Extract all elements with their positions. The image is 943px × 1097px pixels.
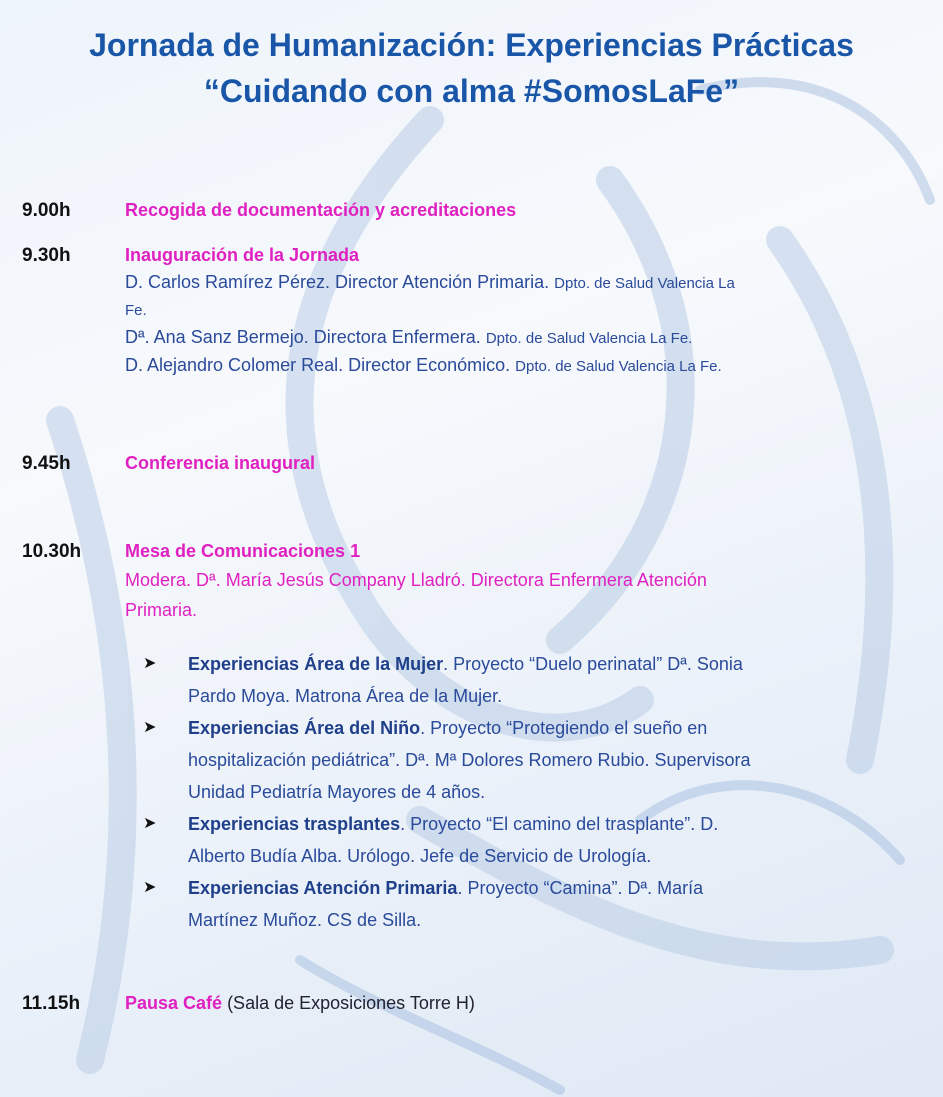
item-text: hospitalización pediátrica”. Dª. Mª Dolores Romero Rubio. Supervisora	[188, 750, 751, 770]
item-title: Experiencias Área del Niño	[188, 718, 421, 738]
session-heading: Pausa Café	[125, 993, 223, 1013]
time-1115: 11.15h	[22, 993, 81, 1014]
session-panel	[125, 538, 943, 625]
item-title: Experiencias Área de la Mujer	[188, 654, 444, 674]
speaker-line	[125, 352, 943, 380]
time-945: 9.45h	[22, 453, 71, 474]
arrow-bullet-icon: ➤	[143, 879, 157, 896]
list-item	[143, 712, 943, 808]
moderator-line-1: Modera. Dª. María Jesús Company Lladró. Directora Enfermera Atención	[125, 570, 707, 590]
speaker-wrap: Fe.	[125, 302, 147, 319]
list-item	[143, 872, 943, 936]
session-heading: Recogida de documentación y acreditaciones	[125, 200, 517, 220]
title-line-1: Jornada de Humanización: Experiencias Prácticas	[89, 27, 854, 63]
arrow-bullet-icon: ➤	[143, 655, 157, 672]
moderator-line-2: Primaria.	[125, 600, 198, 620]
list-item	[143, 808, 943, 872]
item-text: . Proyecto “Protegiendo el sueño en	[420, 718, 708, 738]
arrow-bullet-icon: ➤	[143, 815, 157, 832]
page-title	[0, 22, 943, 114]
session-conference	[125, 450, 943, 477]
item-text: Unidad Pediatría Mayores de 4 años.	[188, 782, 486, 802]
item-text: Pardo Moya. Matrona Área de la Mujer.	[188, 686, 503, 706]
session-heading: Inauguración de la Jornada	[125, 245, 360, 265]
session-registration	[125, 197, 943, 224]
session-coffee-break	[125, 990, 943, 1017]
item-text: . Proyecto “El camino del trasplante”. D.	[400, 814, 719, 834]
title-line-2: “Cuidando con alma #SomosLaFe”	[203, 73, 740, 109]
speaker-name: D. Alejandro Colomer Real. Director Económico.	[125, 355, 511, 375]
speaker-dept: Dpto. de Salud Valencia La Fe.	[485, 330, 693, 347]
speaker-dept: Dpto. de Salud Valencia La	[554, 275, 735, 292]
time-930: 9.30h	[22, 245, 71, 266]
communications-list	[143, 648, 943, 936]
speaker-name: D. Carlos Ramírez Pérez. Director Atención Primaria.	[125, 272, 550, 292]
speaker-line	[125, 324, 943, 352]
session-heading: Conferencia inaugural	[125, 453, 316, 473]
session-note: (Sala de Exposiciones Torre H)	[222, 993, 475, 1013]
speaker-dept: Dpto. de Salud Valencia La Fe.	[515, 358, 722, 375]
session-heading: Mesa de Comunicaciones 1	[125, 541, 361, 561]
speaker-line	[125, 269, 943, 297]
item-text: . Proyecto “Camina”. Dª. María	[457, 878, 704, 898]
time-1030: 10.30h	[22, 541, 82, 562]
session-inauguration	[125, 242, 943, 380]
time-900: 9.00h	[22, 200, 71, 221]
item-title: Experiencias Atención Primaria	[188, 878, 458, 898]
item-title: Experiencias trasplantes	[188, 814, 401, 834]
arrow-bullet-icon: ➤	[143, 719, 157, 736]
item-text: . Proyecto “Duelo perinatal” Dª. Sonia	[443, 654, 743, 674]
speaker-name: Dª. Ana Sanz Bermejo. Directora Enfermera.	[125, 327, 481, 347]
list-item	[143, 648, 943, 712]
item-text: Martínez Muñoz. CS de Silla.	[188, 910, 422, 930]
item-text: Alberto Budía Alba. Urólogo. Jefe de Servicio de Urología.	[188, 846, 652, 866]
